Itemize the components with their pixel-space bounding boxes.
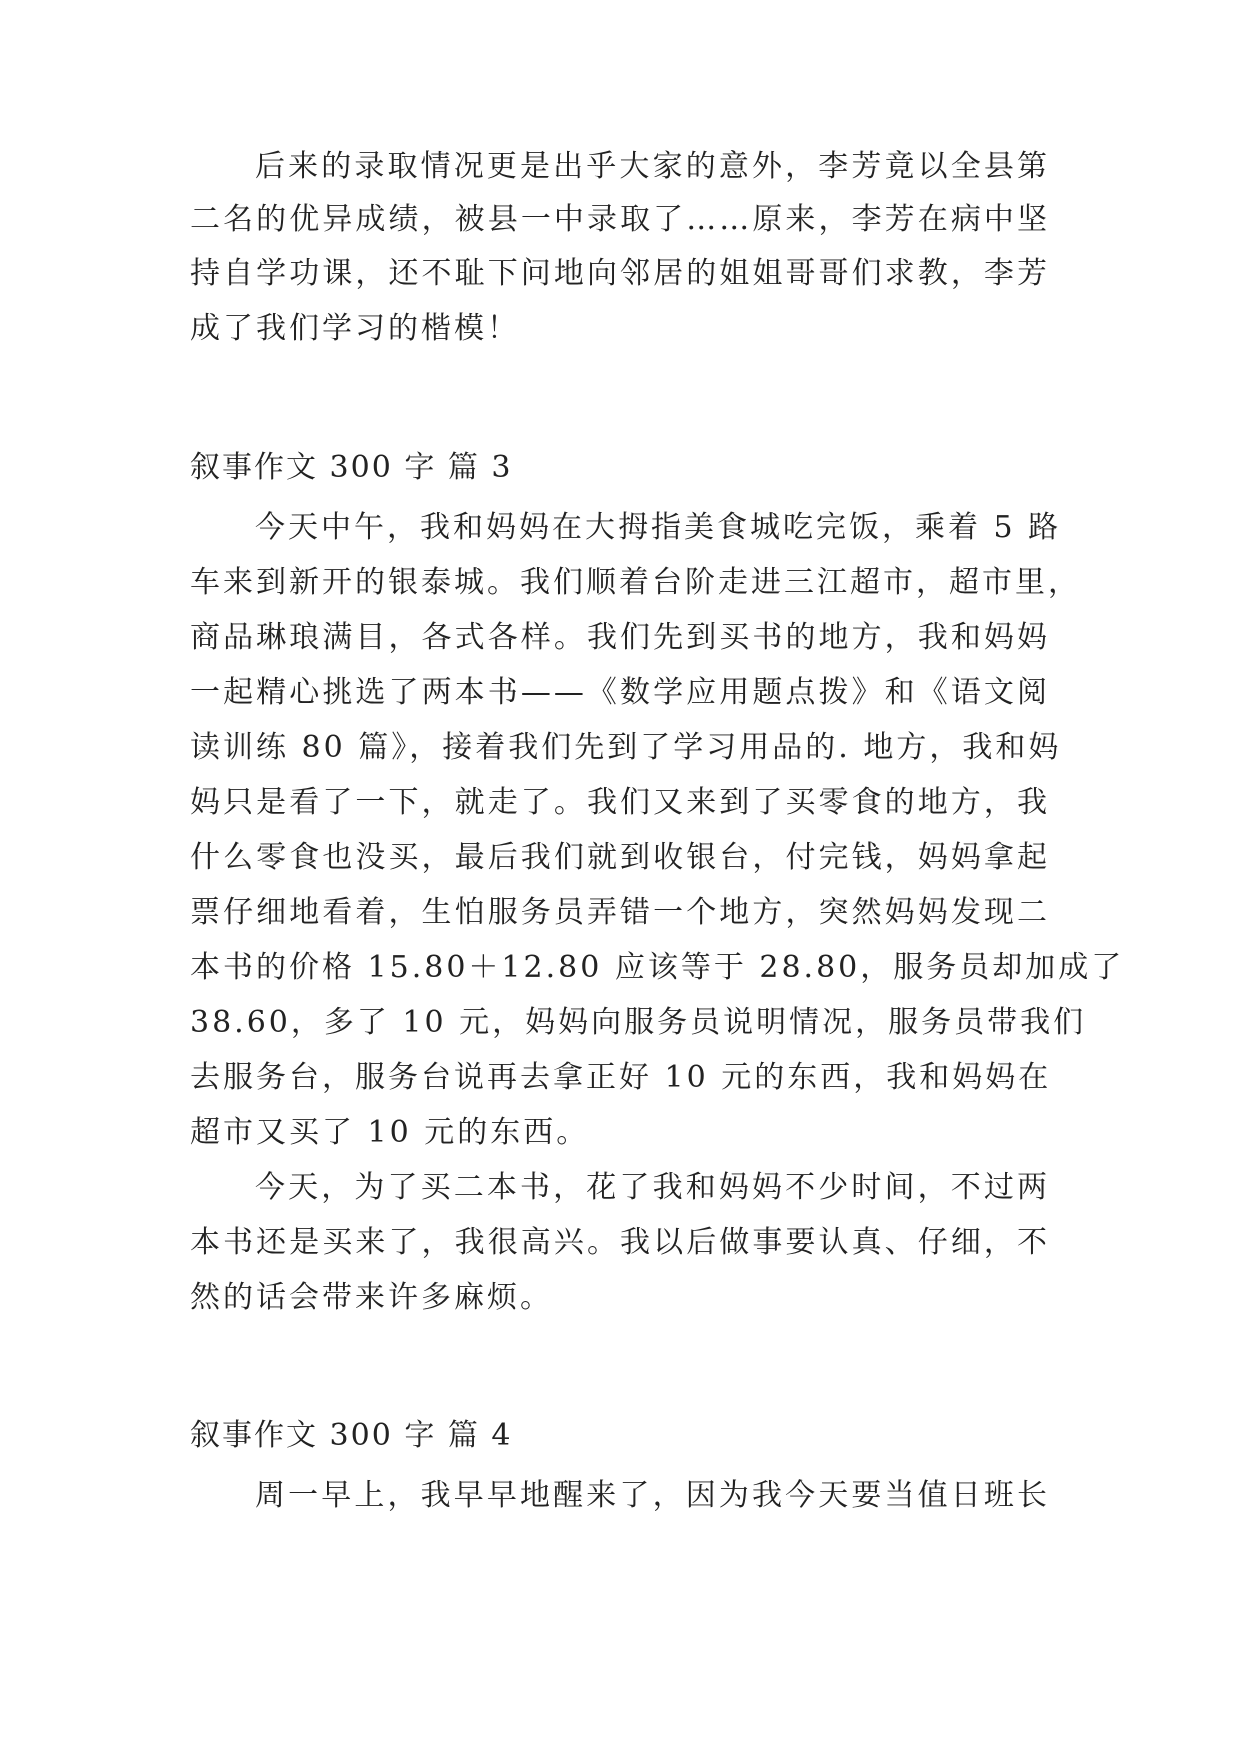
section-heading: 叙事作文 300 字 篇 3 — [190, 450, 513, 485]
text-line: 一起精心挑选了两本书——《数学应用题点拨》和《语文阅 — [190, 675, 1050, 710]
text-line: 今天，为了买二本书，花了我和妈妈不少时间，不过两 — [255, 1170, 1050, 1205]
section-heading: 叙事作文 300 字 篇 4 — [190, 1418, 513, 1453]
text-line: 读训练 80 篇》，接着我们先到了学习用品的. 地方，我和妈 — [190, 730, 1062, 765]
text-line: 妈只是看了一下，就走了。我们又来到了买零食的地方，我 — [190, 785, 1050, 820]
text-line: 超市又买了 10 元的东西。 — [190, 1115, 590, 1150]
text-line: 本书还是买来了，我很高兴。我以后做事要认真、仔细，不 — [190, 1225, 1050, 1260]
text-line: 38.60，多了 10 元，妈妈向服务员说明情况，服务员带我们 — [190, 1005, 1087, 1040]
text-line: 周一早上，我早早地醒来了，因为我今天要当值日班长 — [255, 1478, 1050, 1513]
text-line: 然的话会带来许多麻烦。 — [190, 1280, 553, 1315]
text-line: 二名的优异成绩，被县一中录取了……原来，李芳在病中坚 — [190, 202, 1050, 237]
text-line: 持自学功课，还不耻下问地向邻居的姐姐哥哥们求教，李芳 — [190, 256, 1050, 291]
text-line: 本书的价格 15.80＋12.80 应该等于 28.80，服务员却加成了 — [190, 950, 1125, 985]
text-line: 后来的录取情况更是出乎大家的意外，李芳竟以全县第 — [255, 149, 1050, 184]
text-line: 今天中午，我和妈妈在大拇指美食城吃完饭，乘着 5 路 — [255, 510, 1062, 545]
text-line: 成了我们学习的楷模！ — [190, 311, 520, 346]
text-line: 去服务台，服务台说再去拿正好 10 元的东西，我和妈妈在 — [190, 1060, 1052, 1095]
text-line: 商品琳琅满目，各式各样。我们先到买书的地方，我和妈妈 — [190, 620, 1050, 655]
text-line: 票仔细地看着，生怕服务员弄错一个地方，突然妈妈发现二 — [190, 895, 1050, 930]
text-line: 车来到新开的银泰城。我们顺着台阶走进三江超市，超市里， — [190, 565, 1081, 600]
text-line: 什么零食也没买，最后我们就到收银台，付完钱，妈妈拿起 — [190, 840, 1050, 875]
